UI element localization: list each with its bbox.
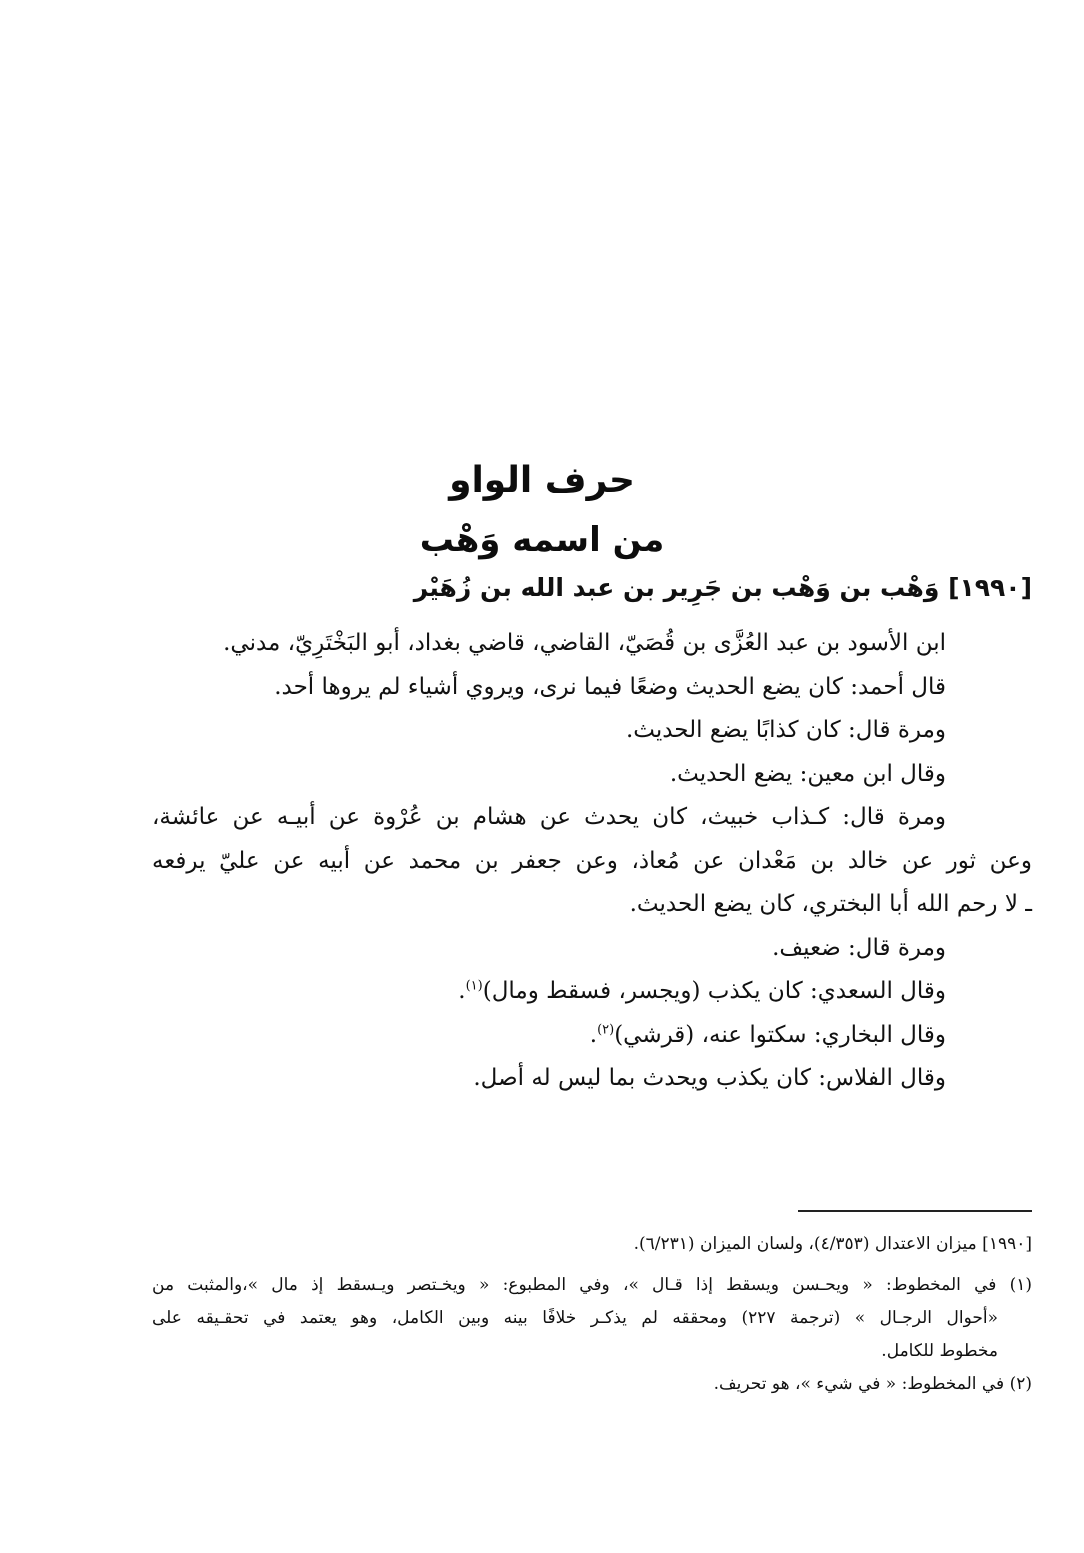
footnote-source: [١٩٩٠] ميزان الاعتدال (٤/٣٥٣)، ولسان الميزان (٦/٢٣١). <box>633 1234 1032 1254</box>
entry-line: ومرة قال: كـذاب خبيث، كان يحدث عن هشام بن عُرْوة عن أبيـه عن عائشة، <box>152 804 946 830</box>
entry-line: ـ لا رحم الله أبا البختري، كان يضع الحديث. <box>629 891 1032 917</box>
footnote-marker: (٢) <box>597 1021 615 1037</box>
entry-line <box>152 970 1032 1014</box>
chapter-heading: حرف الواو <box>449 460 635 501</box>
entry-line: ابن الأسود بن عبد العُزَّى بن قُصَيّ، القاضي، قاضي بغداد، أبو البَخْتَرِيّ، مدني. <box>223 630 946 656</box>
footnotes <box>152 1228 1032 1401</box>
entry-line: وعن ثور عن خالد بن مَعْدان عن مُعاذ، وعن جعفر بن محمد عن أبيه عن عليّ يرفعه <box>152 847 1032 874</box>
period: . <box>589 1021 598 1048</box>
entry-line: ومرة قال: كان كذابًا يضع الحديث. <box>625 717 946 743</box>
entry-line: وقال ابن معين: يضع الحديث. <box>669 760 946 787</box>
footnote-line: «أحوال الرجـال » (ترجمة ٢٢٧) ومحققه لم يذكـر خلافًا بينه وبين الكامل، وهو يعتمد في تحقـيقه على <box>152 1308 998 1328</box>
entry-line: ومرة قال: ضعيف. <box>772 934 946 961</box>
entry-title: [١٩٩٠] وَهْب بن وَهْب بن جَرِير بن عبد الله بن زُهَيْر <box>413 573 1032 602</box>
footnote-divider <box>798 1210 1032 1212</box>
footnote-line: (١) في المخطوط: « ويحـسن ويسقط إذا قـال »، وفي المطبوع: « ويخـتصر ويـسقط إذ مال »،والمثبت من <box>152 1275 1032 1295</box>
entry-line-text: وقال البخاري: سكتوا عنه، (قرشي) <box>614 1021 946 1048</box>
entry-line-text: وقال السعدي: كان يكذب (ويجسر، فسقط ومال) <box>482 978 946 1004</box>
entry-body <box>152 622 1032 1101</box>
footnote-marker: (١) <box>465 978 483 994</box>
entry-line: وقال الفلاس: كان يكذب ويحدث بما ليس له أصل. <box>473 1065 946 1091</box>
section-heading: من اسمه وَهْب <box>419 520 665 560</box>
footnote-line: (٢) في المخطوط: « في شيء »، هو تحريف. <box>713 1374 1032 1394</box>
entry-line <box>152 1014 1032 1058</box>
period: . <box>458 978 466 1004</box>
entry-line: قال أحمد: كان يضع الحديث وضعًا فيما نرى، ويروي أشياء لم يروها أحد. <box>274 673 946 700</box>
footnote-line: مخطوط للكامل. <box>881 1341 998 1361</box>
